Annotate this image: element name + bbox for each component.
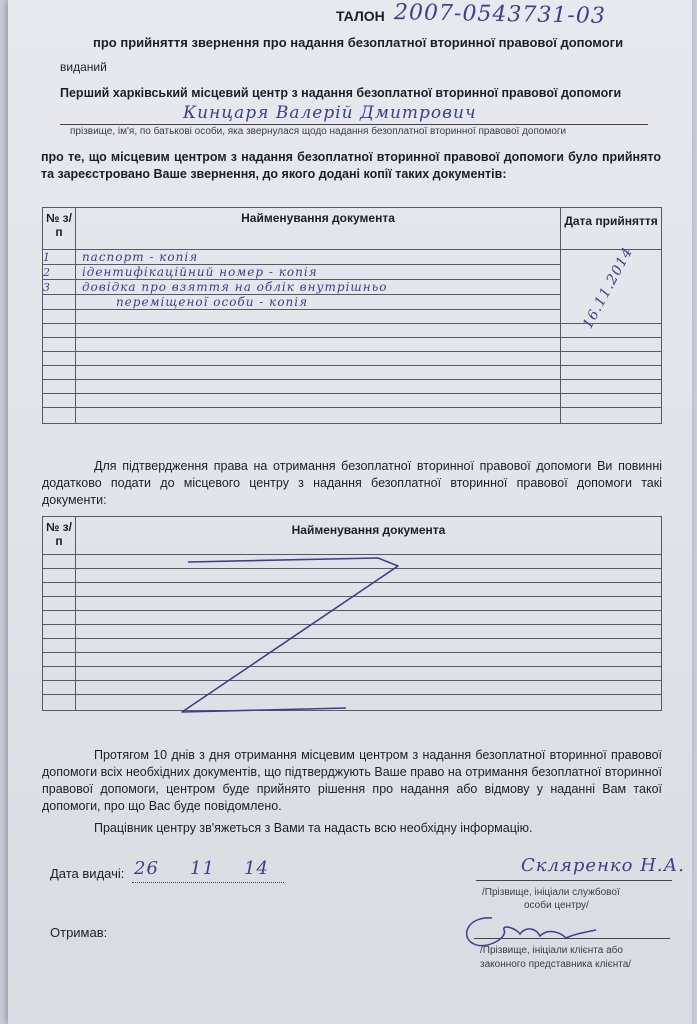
processing-notice: Протягом 10 днів з дня отримання місцевим центром з надання безоплатної вторинної правової допомоги всіх необхідних документів, що підтверджують Ваше право на отримання безоплатної вторинної правової допомоги, центром буде прийнято рішення про надання або відмову у наданні Вам такої допомоги, про що Вас буде повідомлено. (42, 748, 662, 813)
applicant-name: Кинцаря Валерій Дмитрович (183, 103, 477, 123)
col-name-header: Найменування документа (75, 208, 560, 250)
table1-empty-name (75, 380, 560, 394)
issued-label: виданий (60, 60, 107, 74)
issue-date-label: Дата видачі: (50, 866, 125, 881)
issue-date-day: 26 (134, 858, 159, 879)
row3-no: 3 (43, 280, 76, 295)
table1-empty-name (75, 338, 560, 352)
date-value: 16.11.2014 (579, 244, 637, 332)
table2-empty-no (43, 653, 76, 667)
table1-empty-name (75, 408, 560, 424)
table1-empty-date (561, 352, 662, 366)
table2-empty-no (43, 681, 76, 695)
name-caption: прізвище, ім'я, по батькові особи, яка звернулася щодо надання безоплатної вторинної правової допомоги (70, 126, 567, 137)
issue-date-year: 14 (244, 858, 269, 879)
row2-no: 2 (43, 265, 76, 280)
row1-no: 1 (43, 250, 76, 265)
z-strikethrough-mark (168, 540, 428, 720)
employee-signature: Скляренко Н.А. (521, 855, 686, 876)
table2-empty-no (43, 667, 76, 681)
issue-date-underline (132, 882, 284, 883)
issue-date-month: 11 (190, 858, 215, 879)
talon-label: ТАЛОН (336, 8, 385, 24)
employee-signature-line (476, 880, 672, 881)
client-caption-2: законного представника клієнта/ (480, 959, 632, 970)
table2-empty-no (43, 555, 76, 569)
received-label: Отримав: (50, 925, 108, 940)
table1-empty-no (43, 394, 76, 408)
date-cell (561, 244, 662, 332)
table2-empty-no (43, 625, 76, 639)
row3-name: довідка про взяття на облік внутрішньо (75, 280, 560, 295)
table1-empty-name (75, 324, 560, 338)
table1-empty-date (561, 394, 662, 408)
table1-empty-no (43, 408, 76, 424)
talon-number: 2007-0543731-03 (393, 0, 607, 29)
table1-empty-name (75, 352, 560, 366)
table1-empty-date (561, 338, 662, 352)
additional-docs-text: Для підтвердження права на отримання безоплатної вторинної правової допомоги Ви повинні додатково подати до місцевого центру з надання безоплатної вторинної правової допомоги такі документи: (42, 459, 662, 507)
table2-empty-no (43, 611, 76, 625)
employee-caption-1: /Прізвище, ініціали службової (482, 887, 620, 898)
table2-empty-no (43, 583, 76, 597)
col-no-header-2: № з/п (43, 517, 76, 555)
table1-empty-date (561, 324, 662, 338)
form-subtitle: про прийняття звернення про надання безоплатної вторинної правової допомоги (93, 35, 624, 50)
table1-empty-no (43, 338, 76, 352)
table1-empty-name (75, 394, 560, 408)
table1-empty-name (75, 366, 560, 380)
table1-empty-no (43, 324, 76, 338)
document-page (8, 0, 692, 1024)
employee-caption-2: особи центру/ (524, 900, 589, 911)
table2-empty-no (43, 569, 76, 583)
client-caption-1: /Прізвище, ініціали клієнта або (480, 945, 623, 956)
table1-empty-no (43, 366, 76, 380)
table1-empty-no (43, 310, 76, 324)
row1-name: паспорт - копія (75, 250, 560, 265)
table1-empty-date (561, 380, 662, 394)
client-signature-line (474, 938, 670, 939)
contact-notice: Працівник центру зв'яжеться з Вами та надасть всю необхідну інформацію. (94, 821, 533, 835)
table1-empty-no (43, 352, 76, 366)
table2-empty-no (43, 639, 76, 653)
table2-empty-no (43, 695, 76, 711)
table1-empty-date (561, 408, 662, 424)
attached-documents-table (42, 207, 662, 424)
name-underline (60, 124, 648, 125)
table2-empty-no (43, 597, 76, 611)
table1-empty-date (561, 366, 662, 380)
center-name: Перший харківський місцевий центр з надання безоплатної вторинної правової допомоги (60, 86, 622, 100)
table1-empty-name (75, 310, 560, 324)
col-date-header: Дата прийняття (561, 208, 662, 250)
intro-text: про те, що місцевим центром з надання безоплатної вторинної правової допомоги було прийнято та зареєстровано Ваше звернення, до якого додані копії таких документів: (41, 150, 661, 181)
row4-name: переміщеної особи - копія (75, 295, 560, 310)
table1-empty-no (43, 380, 76, 394)
col-no-header: № з/п (43, 208, 76, 250)
col-name-header-2: Найменування документа (75, 517, 661, 555)
row2-name: ідентифікаційний номер - копія (75, 265, 560, 280)
row4-no (43, 295, 76, 310)
